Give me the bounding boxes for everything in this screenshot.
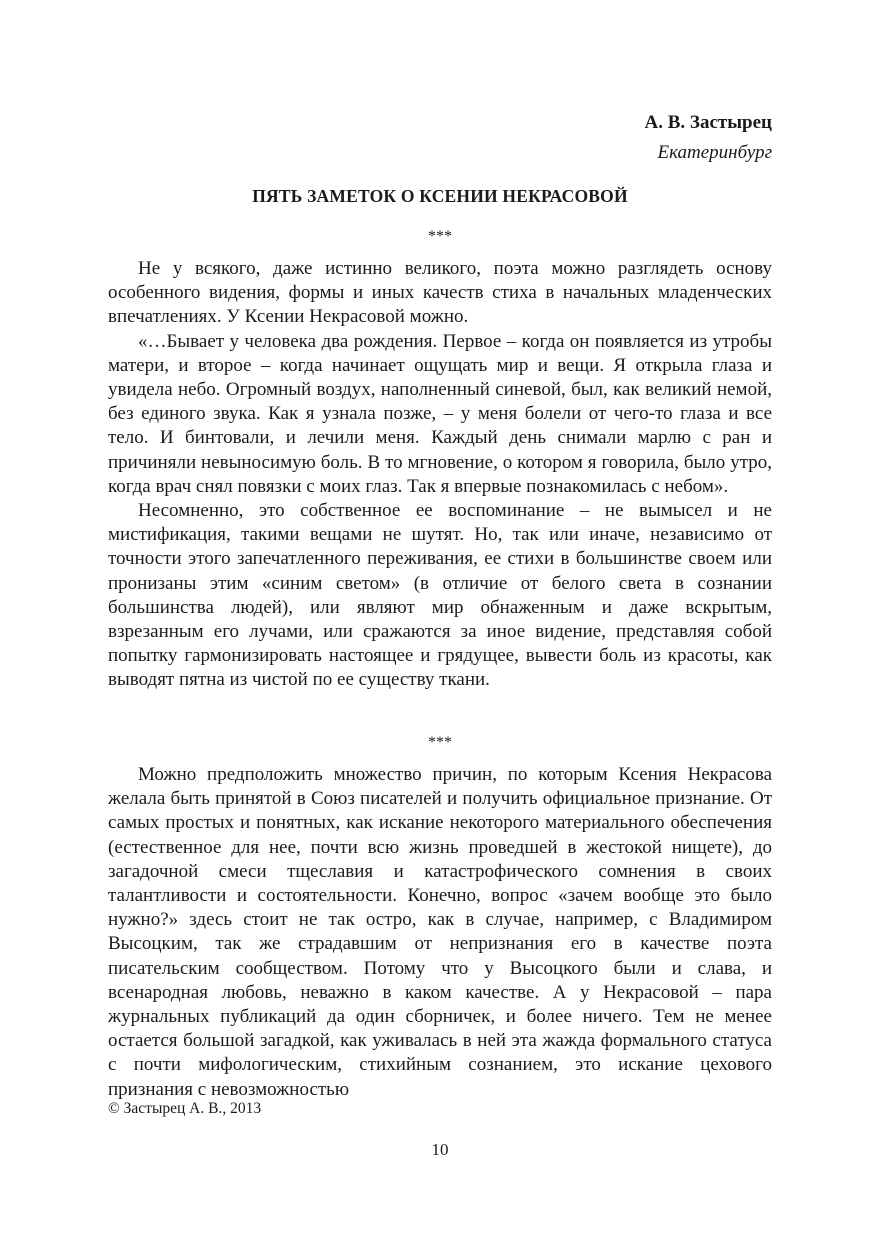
section-2-text bbox=[108, 763, 772, 1102]
paragraph: Можно предположить множество причин, по которым Ксения Некрасова желала быть принятой в Союз писателей и получить официальное признание. От самых простых и понятных, как искание некоторого материального обеспечения (естественное для нее, почти всю жизнь проведшей в жестокой нищете), до загадочной смеси тщеславия и катастрофического сомнения в своих талантливости и состоятельности. Конечно, вопрос «зачем вообще это было нужно?» здесь стоит не так остро, как в случае, например, с Владимиром Высоцким, так же страдавшим от непризнания его в качестве поэта писательским сообществом. Потому что у Высоцкого были и слава, и всенародная любовь, неважно в каком качестве. А у Некрасовой – пара журнальных публикаций да один сборничек, и более ничего. Тем не менее остается большой загадкой, как уживалась в ней эта жажда формального статуса с почти мифологическим, стихийным сознанием, это искание цехового признания с невозможностью bbox=[108, 764, 772, 1100]
section-1-text bbox=[108, 257, 772, 693]
author-name: А. В. Застырец bbox=[644, 112, 772, 133]
author-city: Екатеринбург bbox=[657, 142, 772, 163]
paragraph: «…Бывает у человека два рождения. Первое – когда он появляется из утробы матери, и второе – когда начинает ощущать мир и вещи. Я открыла глаза и увидела небо. Огромный воздух, наполненный синевой, был, как великий немой, без единого звука. Как я узнала позже, – у меня болели от чего-то глаза и все тело. И бинтовали, и лечили меня. Каждый день снимали марлю с ран и причиняли невыносимую боль. В то мгновение, о котором я говорила, было утро, когда врач снял повязки с моих глаз. Так я впервые познакомилась с небом». bbox=[108, 330, 772, 497]
section-separator-1: *** bbox=[428, 228, 452, 245]
section-separator-2: *** bbox=[428, 734, 452, 751]
copyright-notice: © Застырец А. В., 2013 bbox=[108, 1100, 262, 1117]
paragraph: Не у всякого, даже истинно великого, поэта можно разглядеть основу особенного видения, формы и иных качеств стиха в начальных младенческих впечатлениях. У Ксении Некрасовой можно. bbox=[108, 258, 772, 328]
article-title: ПЯТЬ ЗАМЕТОК О КСЕНИИ НЕКРАСОВОЙ bbox=[252, 186, 628, 206]
paragraph: Несомненно, это собственное ее воспоминание – не вымысел и не мистификация, такими вещами не шутят. Но, так или иначе, независимо от точности этого запечатленного переживания, ее стихи в большинстве своем или пронизаны этим «синим светом» (в отличие от белого света в сознании большинства людей), или являют мир обнаженным и даже вскрытым, взрезанным его лучами, или сражаются за иное видение, представляя собой попытку гармонизировать настоящее и грядущее, вывести боль из красоты, как выводят пятна из чистой по ее существу ткани. bbox=[108, 500, 772, 691]
page-number: 10 bbox=[431, 1140, 449, 1159]
